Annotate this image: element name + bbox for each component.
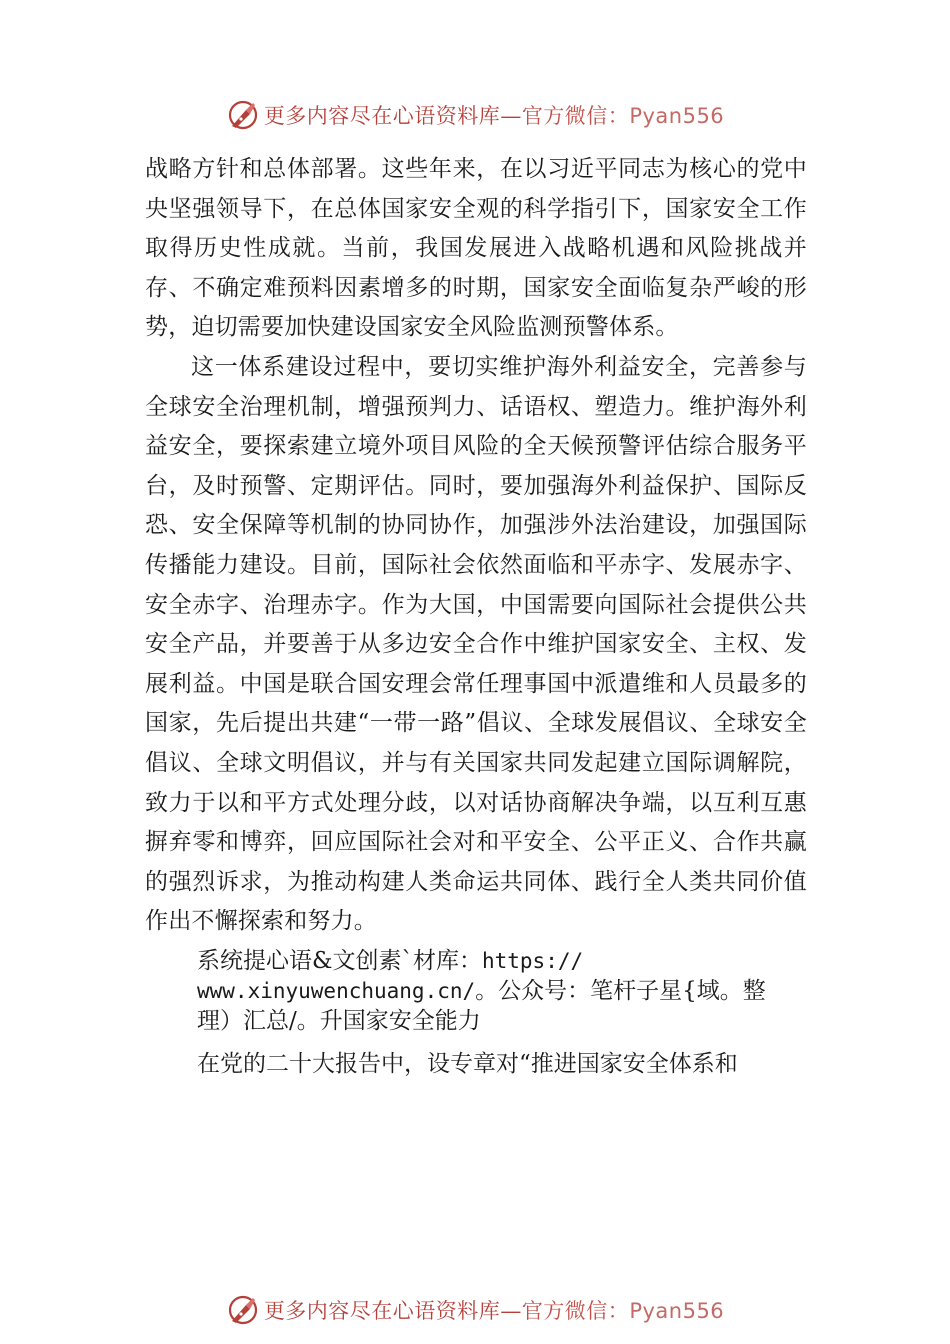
pen-nib-logo-icon xyxy=(226,98,260,132)
note-url-part-2: www.xinyuwenchuang.cn/ xyxy=(197,978,476,1003)
header-wechat-id: Pyan556 xyxy=(629,104,725,128)
footer-wechat-id: Pyan556 xyxy=(629,1299,725,1323)
footer-text xyxy=(264,1295,724,1325)
paragraph-1: 战略方针和总体部署。这些年来，在以习近平同志为核心的党中央坚强领导下，在总体国家安全观的科学指引下，国家安全工作取得历史性成就。当前，我国发展进入战略机遇和风险挑战并存、不确定难预料因素增多的时期，国家安全面临复杂严峻的形势，迫切需要加快建设国家安全风险监测预警体系。 xyxy=(145,156,807,341)
note-url-part-1: https:// xyxy=(481,948,584,973)
footer-official-label: 官方微信： xyxy=(521,1299,630,1323)
closing-line: 在党的二十大报告中，设专章对“推进国家安全体系和 xyxy=(197,1050,738,1077)
header-site-name: 更多内容尽在心语资料库 xyxy=(263,104,501,128)
note-suffix-2: 理）汇总/。升国家安全能力 xyxy=(197,1007,481,1034)
paragraph-2: 这一体系建设过程中，要切实维护海外利益安全，完善参与全球安全治理机制，增强预判力、话语权、塑造力。维护海外利益安全，要探索建立境外项目风险的全天候预警评估综合服务平台，及时预警、定期评估。同时，要加强海外利益保护、国际反恐、安全保障等机制的协同协作，加强涉外法治建设，加强国际传播能力建设。目前，国际社会依然面临和平赤字、发展赤字、安全赤字、治理赤字。作为大国，中国需要向国际社会提供公共安全产品，并要善于从多边安全合作中维护国家安全、主权、发展利益。中国是联合国安理会常任理事国中派遣维和人员最多的国家，先后提出共建“一带一路”倡议、全球发展倡议、全球安全倡议、全球文明倡议，并与有关国家共同发起建立国际调解院，致力于以和平方式处理分歧，以对话协商解决争端，以互利互惠摒弃零和博弈，回应国际社会对和平安全、公平正义、合作共赢的强烈诉求，为推动构建人类命运共同体、践行全人类共同价值作出不懈探索和努力。 xyxy=(145,353,807,935)
footer-separator: — xyxy=(500,1299,522,1323)
header-text xyxy=(264,100,724,130)
note-prefix: 系统提心语&文创素`材库： xyxy=(197,947,482,974)
footer-site-name: 更多内容尽在心语资料库 xyxy=(263,1299,501,1323)
note-suffix-1: 。公众号：笔杆子星{域。整 xyxy=(475,977,766,1004)
document-body xyxy=(145,150,807,1084)
header-banner xyxy=(0,93,950,137)
header-separator: — xyxy=(500,104,522,128)
source-note xyxy=(197,946,807,1036)
header-official-label: 官方微信： xyxy=(521,104,630,128)
footer-banner xyxy=(0,1288,950,1332)
pen-nib-logo-icon xyxy=(226,1293,260,1327)
